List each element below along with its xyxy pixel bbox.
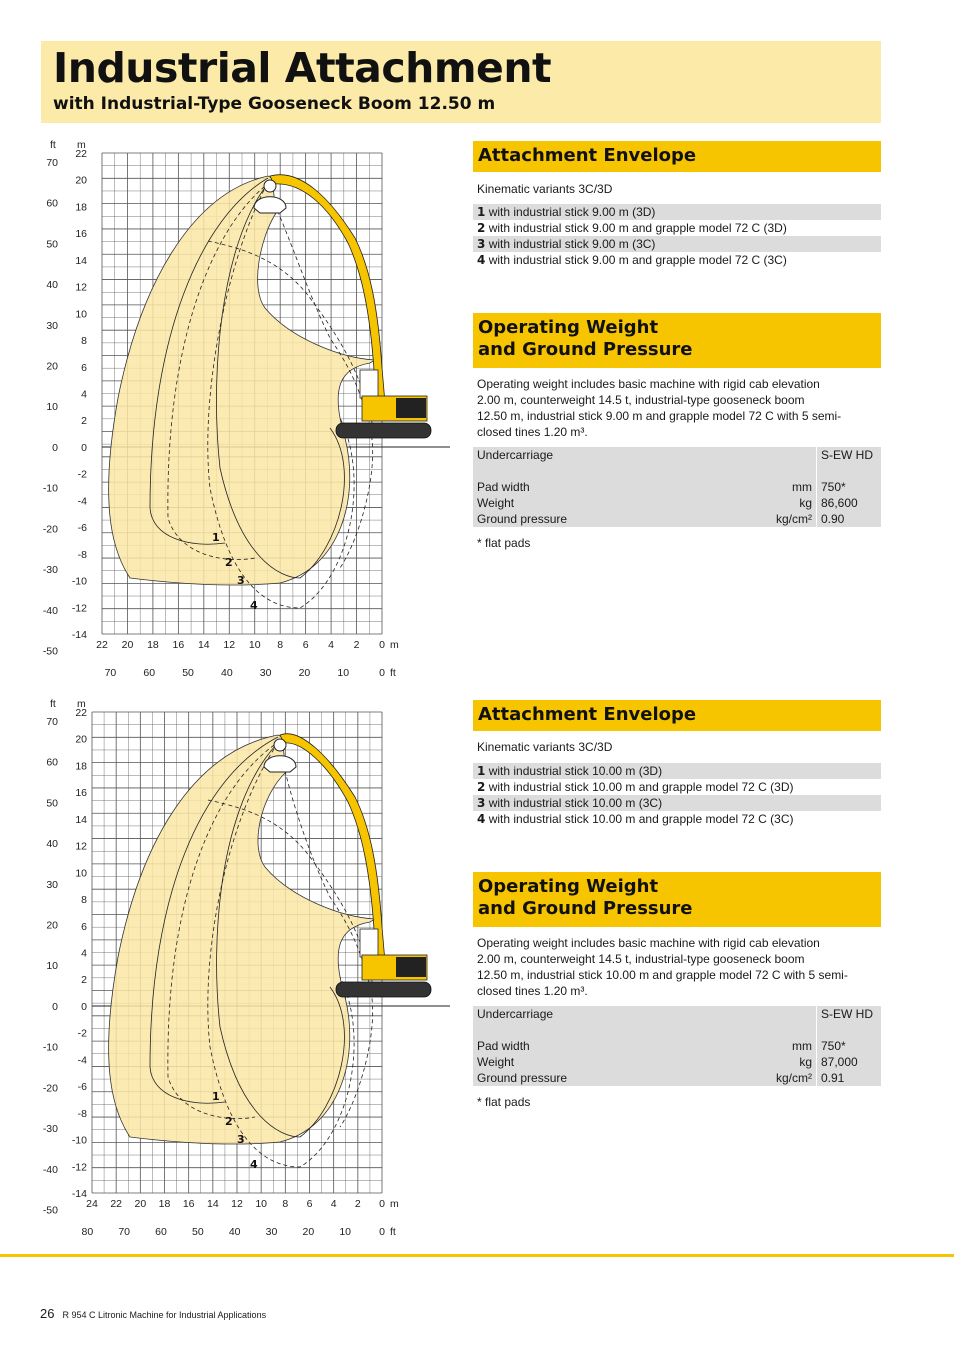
document-title: R 954 C Litronic Machine for Industrial Applications: [62, 1310, 267, 1320]
y-axis-unit-m: m: [77, 139, 86, 151]
page-number: 26: [40, 1306, 55, 1321]
variant-item: 3 with industrial stick 9.00 m (3C): [473, 236, 881, 252]
x-tick-label-m: 20: [134, 1198, 147, 1210]
y-tick-label-m: 20: [75, 174, 87, 187]
variant-item: 1 with industrial stick 9.00 m (3D): [473, 204, 881, 220]
y-tick-label-m: 6: [81, 361, 87, 374]
y-tick-label-ft: 40: [46, 279, 58, 292]
y-tick-label-m: 6: [81, 920, 87, 933]
y-tick-label-m: 4: [81, 388, 87, 401]
y-tick-label-m: 16: [75, 787, 87, 800]
x-tick-label-ft: 70: [118, 1226, 131, 1238]
x-tick-label-m: 2: [354, 1198, 361, 1210]
y-tick-label-m: 8: [81, 894, 87, 907]
x-tick-label-m: 14: [197, 639, 210, 651]
y-tick-label-m: -2: [77, 468, 87, 481]
y-tick-label-m: 12: [75, 281, 87, 294]
variant-list-1: [473, 204, 881, 268]
x-tick-label-m: 6: [306, 1198, 313, 1210]
x-tick-label-ft: 20: [302, 1226, 315, 1238]
curve-label: 4: [250, 599, 258, 612]
y-tick-label-ft: 60: [46, 197, 58, 210]
curve-label: 4: [250, 1158, 258, 1171]
page-subtitle: with Industrial-Type Gooseneck Boom 12.50 m: [53, 94, 496, 114]
y-tick-label-m: -8: [77, 548, 87, 561]
x-tick-label-m: 8: [282, 1198, 289, 1210]
y-tick-label-m: -12: [71, 1161, 87, 1174]
y-tick-label-ft: 20: [46, 360, 58, 373]
x-tick-label-ft: 40: [220, 667, 233, 679]
y-tick-label-m: 0: [81, 1000, 87, 1013]
x-tick-label-m: 16: [172, 639, 185, 651]
footer-rule: [0, 1254, 954, 1257]
kinematic-variants-1: Kinematic variants 3C/3D: [477, 182, 613, 196]
x-tick-label-m: 22: [110, 1198, 123, 1210]
x-tick-label-ft: 10: [337, 667, 350, 679]
y-tick-label-ft: -10: [42, 1041, 58, 1054]
attachment-envelope-chart-1: [40, 138, 452, 683]
operating-weight-description-2: Operating weight includes basic machine with rigid cab elevation 2.00 m, counterweight 14.5 t, industrial-type gooseneck boom 12.50 m, industrial stick 10.00 m and grapple model 72 C with 5 semi- closed tines 1.20 m³.: [477, 936, 848, 998]
x-tick-label-m: 12: [223, 639, 236, 651]
counterweight-shape: [396, 957, 426, 977]
operating-weight-heading-1: Operating Weight and Ground Pressure: [473, 313, 881, 368]
y-tick-label-ft: 0: [52, 441, 58, 454]
cab-shape: [360, 370, 378, 398]
variant-item: 4 with industrial stick 10.00 m and grapple model 72 C (3C): [477, 812, 794, 826]
x-tick-label-m: 10: [248, 639, 261, 651]
y-tick-label-m: 10: [75, 308, 87, 321]
x-tick-label-ft: 10: [339, 1226, 352, 1238]
x-axis-unit-ft: ft: [390, 1226, 396, 1238]
x-axis-unit-ft: ft: [390, 667, 396, 679]
x-tick-label-m: 0: [379, 639, 385, 651]
x-tick-label-ft: 60: [155, 1226, 167, 1238]
envelope-area: [109, 735, 375, 1144]
counterweight-shape: [396, 398, 426, 418]
y-tick-label-ft: -20: [42, 523, 58, 536]
variant-list-2: [473, 763, 881, 827]
x-tick-label-m: 18: [147, 639, 159, 651]
y-tick-label-ft: 0: [52, 1000, 58, 1013]
x-tick-label-m: 10: [255, 1198, 268, 1210]
y-tick-label-m: -8: [77, 1107, 87, 1120]
kinematic-variants-2: Kinematic variants 3C/3D: [477, 740, 613, 754]
x-tick-label-ft: 70: [104, 667, 117, 679]
y-tick-label-m: 14: [75, 813, 87, 826]
y-tick-label-m: -14: [71, 629, 87, 641]
x-tick-label-m: 8: [277, 639, 284, 651]
curve-label: 3: [237, 1133, 245, 1146]
x-tick-label-m: 4: [328, 639, 335, 651]
y-tick-label-m: 22: [75, 148, 87, 160]
y-tick-label-m: -4: [77, 1054, 87, 1067]
footnote-2: * flat pads: [477, 1095, 531, 1109]
y-tick-label-m: 20: [75, 733, 87, 746]
y-tick-label-m: -10: [71, 1134, 87, 1147]
y-tick-label-ft: 30: [46, 878, 58, 891]
crawler-shape: [336, 423, 431, 438]
x-axis-unit-m: m: [390, 639, 399, 651]
y-tick-label-m: -4: [77, 495, 87, 508]
page-title: Industrial Attachment: [53, 44, 552, 92]
y-tick-label-m: -6: [77, 522, 87, 535]
x-tick-label-m: 2: [353, 639, 360, 651]
y-tick-label-ft: 70: [46, 715, 58, 728]
attachment-envelope-chart-2: [40, 697, 452, 1242]
y-tick-label-ft: -30: [42, 1123, 58, 1136]
variant-item: 4 with industrial stick 9.00 m and grapple model 72 C (3C): [477, 253, 787, 267]
variant-item: 2 with industrial stick 10.00 m and grapple model 72 C (3D): [477, 780, 794, 794]
operating-weight-description-1: Operating weight includes basic machine with rigid cab elevation 2.00 m, counterweight 14.5 t, industrial-type gooseneck boom 12.50 m, industrial stick 9.00 m and grapple model 72 C with 5 semi- closed tines 1.20 m³.: [477, 377, 842, 439]
curve-label: 2: [225, 1115, 233, 1128]
envelope-area: [109, 176, 375, 585]
y-tick-label-m: -12: [71, 602, 87, 615]
x-tick-label-m: 20: [121, 639, 134, 651]
x-tick-label-ft: 80: [81, 1226, 94, 1238]
y-tick-label-m: 18: [75, 201, 87, 214]
curve-label: 1: [212, 1090, 220, 1103]
x-tick-label-m: 22: [96, 639, 108, 651]
x-tick-label-ft: 30: [265, 1226, 278, 1238]
y-tick-label-ft: 10: [46, 401, 58, 414]
x-tick-label-ft: 0: [379, 1226, 385, 1238]
curve-label: 1: [212, 531, 220, 544]
y-tick-label-m: -6: [77, 1081, 87, 1094]
x-tick-label-m: 6: [302, 639, 309, 651]
operating-weight-table-2: Undercarriage S-EW HD Pad width mm 750* Weight kg 87,000 Ground pressure kg/cm² 0.91: [473, 1006, 881, 1086]
grapple-shape: [264, 756, 296, 772]
x-tick-label-m: 12: [231, 1198, 243, 1210]
grapple-shape: [254, 197, 286, 213]
y-tick-label-ft: -40: [42, 604, 58, 617]
grapple-pivot: [274, 739, 286, 751]
operating-weight-heading-2: Operating Weight and Ground Pressure: [473, 872, 881, 927]
x-tick-label-ft: 50: [192, 1226, 204, 1238]
x-tick-label-m: 14: [206, 1198, 219, 1210]
crawler-shape: [336, 982, 431, 997]
operating-weight-table-1: Undercarriage S-EW HD Pad width mm 750* Weight kg 86,600 Ground pressure kg/cm² 0.90: [473, 447, 881, 527]
y-tick-label-m: 2: [81, 415, 87, 428]
y-tick-label-m: 0: [81, 441, 87, 454]
y-tick-label-ft: 20: [46, 919, 58, 932]
y-tick-label-m: 8: [81, 335, 87, 348]
y-tick-label-m: -10: [71, 575, 87, 588]
y-tick-label-ft: 50: [46, 797, 58, 810]
y-tick-label-ft: 60: [46, 756, 58, 769]
attachment-envelope-heading-2: Attachment Envelope: [473, 700, 881, 731]
y-tick-label-ft: -50: [42, 1204, 58, 1217]
y-tick-label-m: 14: [75, 254, 87, 267]
y-tick-label-ft: 40: [46, 838, 58, 851]
y-tick-label-m: 4: [81, 947, 87, 960]
variant-item: 2 with industrial stick 9.00 m and grapple model 72 C (3D): [477, 221, 787, 235]
y-tick-label-ft: -50: [42, 645, 58, 658]
curve-label: 2: [225, 556, 233, 569]
x-tick-label-ft: 50: [182, 667, 194, 679]
y-axis-unit-ft: ft: [50, 139, 56, 151]
x-tick-label-ft: 60: [143, 667, 156, 679]
y-tick-label-m: 22: [75, 707, 87, 719]
y-tick-label-ft: 50: [46, 238, 58, 251]
cab-shape: [360, 929, 378, 957]
footnote-1: * flat pads: [477, 536, 531, 550]
attachment-envelope-heading-1: Attachment Envelope: [473, 141, 881, 172]
x-tick-label-ft: 30: [259, 667, 272, 679]
grapple-pivot: [264, 180, 276, 192]
y-tick-label-ft: 30: [46, 319, 58, 332]
y-tick-label-ft: -30: [42, 564, 58, 577]
y-tick-label-m: -2: [77, 1027, 87, 1040]
x-tick-label-ft: 0: [379, 667, 385, 679]
y-tick-label-ft: 10: [46, 960, 58, 973]
variant-item: 3 with industrial stick 10.00 m (3C): [473, 795, 881, 811]
x-tick-label-m: 4: [330, 1198, 337, 1210]
variant-item: 1 with industrial stick 10.00 m (3D): [473, 763, 881, 779]
y-tick-label-ft: -10: [42, 482, 58, 495]
x-tick-label-ft: 20: [298, 667, 311, 679]
x-tick-label-m: 16: [182, 1198, 195, 1210]
x-axis-unit-m: m: [390, 1198, 399, 1210]
y-tick-label-m: 10: [75, 867, 87, 880]
y-tick-label-m: 18: [75, 760, 87, 773]
curve-label: 3: [237, 574, 245, 587]
y-tick-label-m: 12: [75, 840, 87, 853]
y-tick-label-ft: -40: [42, 1163, 58, 1176]
page-footer: [40, 1306, 266, 1321]
y-tick-label-ft: -20: [42, 1082, 58, 1095]
y-tick-label-m: 2: [81, 974, 87, 987]
x-tick-label-m: 0: [379, 1198, 385, 1210]
y-tick-label-m: 16: [75, 228, 87, 241]
y-tick-label-m: -14: [71, 1188, 87, 1200]
x-tick-label-m: 24: [86, 1198, 98, 1210]
y-axis-unit-ft: ft: [50, 698, 56, 710]
x-tick-label-ft: 40: [228, 1226, 241, 1238]
y-axis-unit-m: m: [77, 698, 86, 710]
y-tick-label-ft: 70: [46, 156, 58, 169]
x-tick-label-m: 18: [158, 1198, 171, 1210]
